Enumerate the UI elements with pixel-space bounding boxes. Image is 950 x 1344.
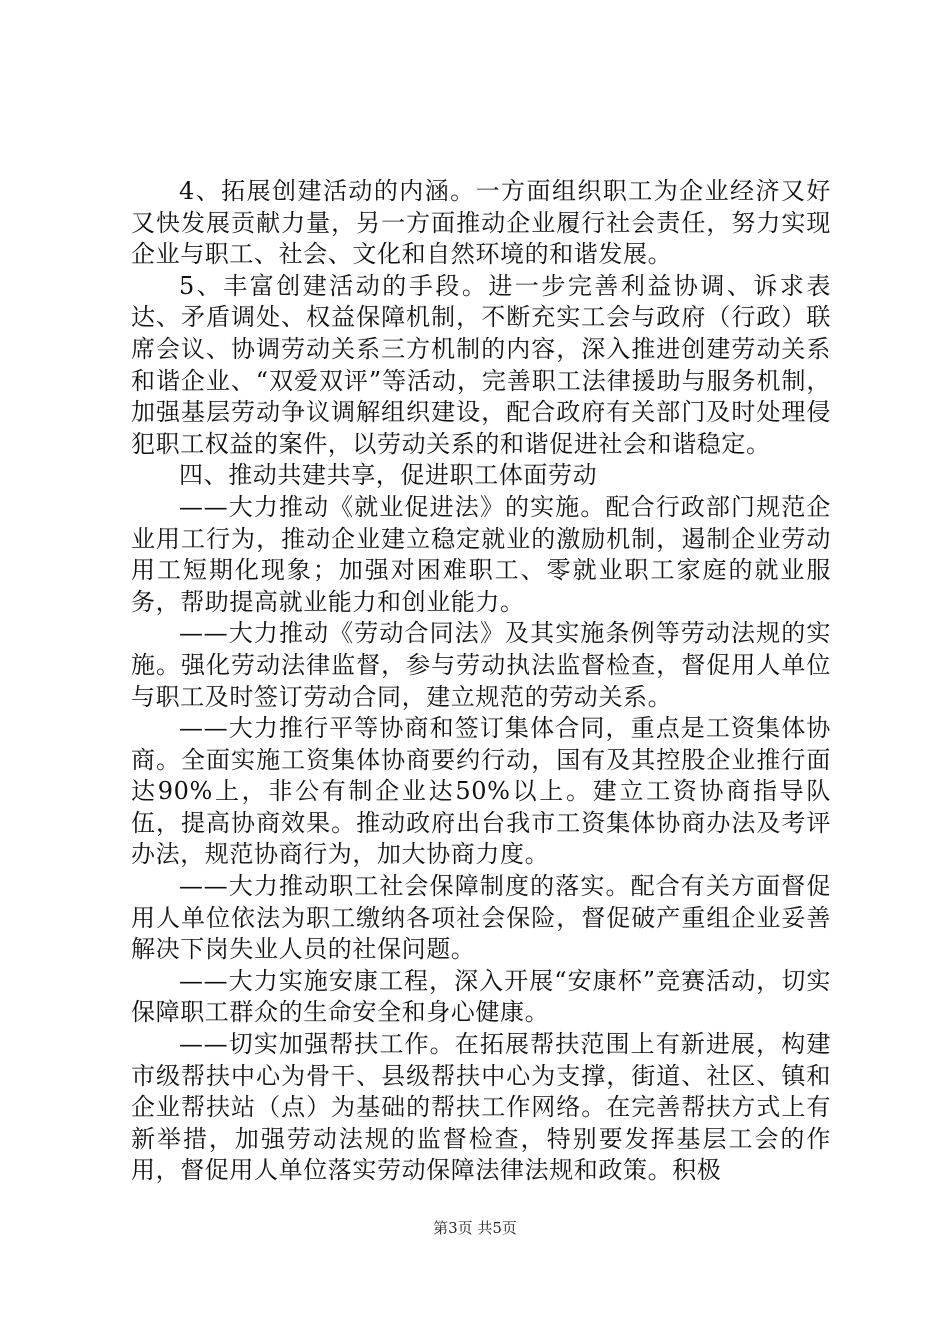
paragraph-item-4: 4、拓展创建活动的内涵。一方面组织职工为企业经济又好又快发展贡献力量，另一方面推动企业履行社会责任，努力实现企业与职工、社会、文化和自然环境的和谐发展。 <box>131 177 831 269</box>
paragraph-ankang-project: ——大力实施安康工程，深入开展“安康杯”竞赛活动，切实保障职工群众的生命安全和身心健康。 <box>131 966 831 1027</box>
paragraph-employment-law: ——大力推动《就业促进法》的实施。配合行政部门规范企业用工行为，推动企业建立稳定就业的激励机制，遏制企业劳动用工短期化现象；加强对困难职工、零就业职工家庭的就业服务，帮助提高就业能力和创业能力。 <box>131 492 831 616</box>
paragraph-collective-bargaining: ——大力推行平等协商和签订集体合同，重点是工资集体协商。全面实施工资集体协商要约行动，国有及其控股企业推行面达90%上，非公有制企业达50%以上。建立工资协商指导队伍，提高协商效果。推动政府出台我市工资集体协商办法及考评办法，规范协商行为，加大协商力度。 <box>131 714 831 869</box>
section-heading-4: 四、推动共建共享，促进职工体面劳动 <box>179 461 598 490</box>
paragraph-assistance-work: ——切实加强帮扶工作。在拓展帮扶范围上有新进展，构建市级帮扶中心为骨干、县级帮扶中心为支撑，街道、社区、镇和企业帮扶站（点）为基础的帮扶工作网络。在完善帮扶方式上有新举措，加强劳动法规的监督检查，特别要发挥基层工会的作用，督促用人单位落实劳动保障法律法规和政策。积极 <box>131 1030 831 1185</box>
paragraph-item-5: 5、丰富创建活动的手段。进一步完善利益协调、诉求表达、矛盾调处、权益保障机制，不断充实工会与政府（行政）联席会议、协调劳动关系三方机制的内容，深入推进创建劳动关系和谐企业、“双爱双评”等活动，完善职工法律援助与服务机制，加强基层劳动争议调解组织建设，配合政府有关部门及时处理侵犯职工权益的案件，以劳动关系的和谐促进社会和谐稳定。 <box>131 271 831 458</box>
paragraph-labor-contract-law: ——大力推动《劳动合同法》及其实施条例等劳动法规的实施。强化劳动法律监督，参与劳动执法监督检查，督促用人单位与职工及时签订劳动合同，建立规范的劳动关系。 <box>131 619 831 711</box>
document-body <box>131 176 831 1187</box>
page-number-footer: 第3页 共5页 <box>433 1219 517 1237</box>
paragraph-social-security: ——大力推动职工社会保障制度的落实。配合有关方面督促用人单位依法为职工缴纳各项社会保险，督促破产重组企业妥善解决下岗失业人员的社保问题。 <box>131 872 831 964</box>
